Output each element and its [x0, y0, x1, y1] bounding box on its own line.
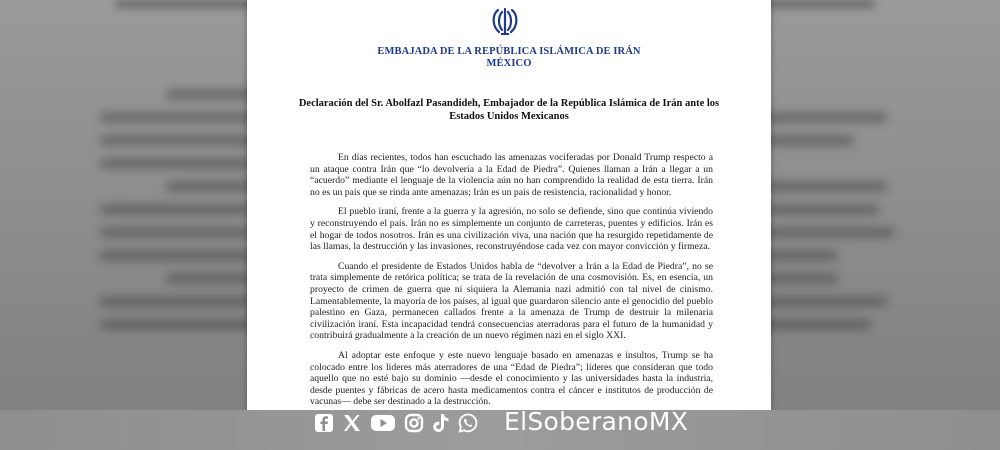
document-body: [310, 152, 713, 410]
social-footer-bar: [0, 410, 1000, 450]
youtube-icon[interactable]: [370, 413, 396, 433]
document-title: Declaración del Sr. Abolfazl Pasandideh, Embajador de la República Islámica de Irán ante los Estados Unidos Mexicanos: [298, 98, 720, 122]
instagram-icon[interactable]: [404, 413, 424, 433]
paragraph: El pueblo iraní, frente a la guerra y la agresión, no solo se defiende, sino que continúa viviendo y reconstruyendo el país. Irán no es simplemente un conjunto de carreteras, puentes y edificios. Irán es el hogar de todos nosotros. Irán es una civilización viva, una nación que ha resurgido repetidamente de las llamas, la destrucción y las invasiones, reconstruyéndose cada vez con mayor convicción y firmeza.: [310, 206, 713, 253]
x-icon[interactable]: [342, 413, 362, 433]
paragraph: Cuando el presidente de Estados Unidos habla de “devolver a Irán a la Edad de Piedra”, no se trata simplemente de retórica política; se trata de la revelación de una cosmovisión. Es, en esencia, un proyecto de crimen de guerra que ni siquiera la Alemania nazi admitió con tal nivel de cinismo. Lamentablemente, la mayoría de los países, al igual que guardaron silencio ante el genocidio del pueblo palestino en Gaza, permanecen callados frente a la amenaza de Trump de destruir la milenaria civilización iraní. Esta incapacidad tendrá consecuencias aterradoras para el futuro de la humanidad y contribuirá gradualmente a la creación de un nuevo régimen nazi en el siglo XXI.: [310, 260, 713, 342]
paragraph: Al adoptar este enfoque y este nuevo lenguaje basado en amenazas e insultos, Trump se ha colocado entre los líderes más aterradores de una “Edad de Piedra”; líderes que consideran que todo aquello que no esté bajo su dominio —desde el conocimiento y las universidades hasta la industria, desde puentes y fábricas de acero hasta medicamentos contra el cáncer e institutos de producción de vacunas— debe ser destinado a la destrucción.: [310, 349, 713, 408]
document-page: [247, 0, 771, 410]
social-icons: [314, 412, 478, 434]
social-handle: ElSoberanoMX: [504, 407, 689, 436]
embassy-name: EMBAJADA DE LA REPÚBLICA ISLÁMICA DE IRÁN: [377, 46, 641, 57]
tiktok-icon[interactable]: [432, 413, 450, 433]
iran-emblem-icon: [489, 6, 521, 36]
embassy-country: MÉXICO: [486, 58, 532, 69]
whatsapp-icon[interactable]: [458, 413, 478, 433]
paragraph: En días recientes, todos han escuchado las amenazas vociferadas por Donald Trump respecto a un ataque contra Irán que “lo devolvería a la Edad de Piedra”. Quienes llaman a Irán a llegar a un “acuerdo” mediante el lenguaje de la violencia aún no han comprendido la realidad de esta tierra. Irán no es un país que se rinda ante amenazas; Irán es un país de resistencia, racionalidad y honor.: [310, 152, 713, 198]
facebook-icon[interactable]: [314, 413, 334, 433]
